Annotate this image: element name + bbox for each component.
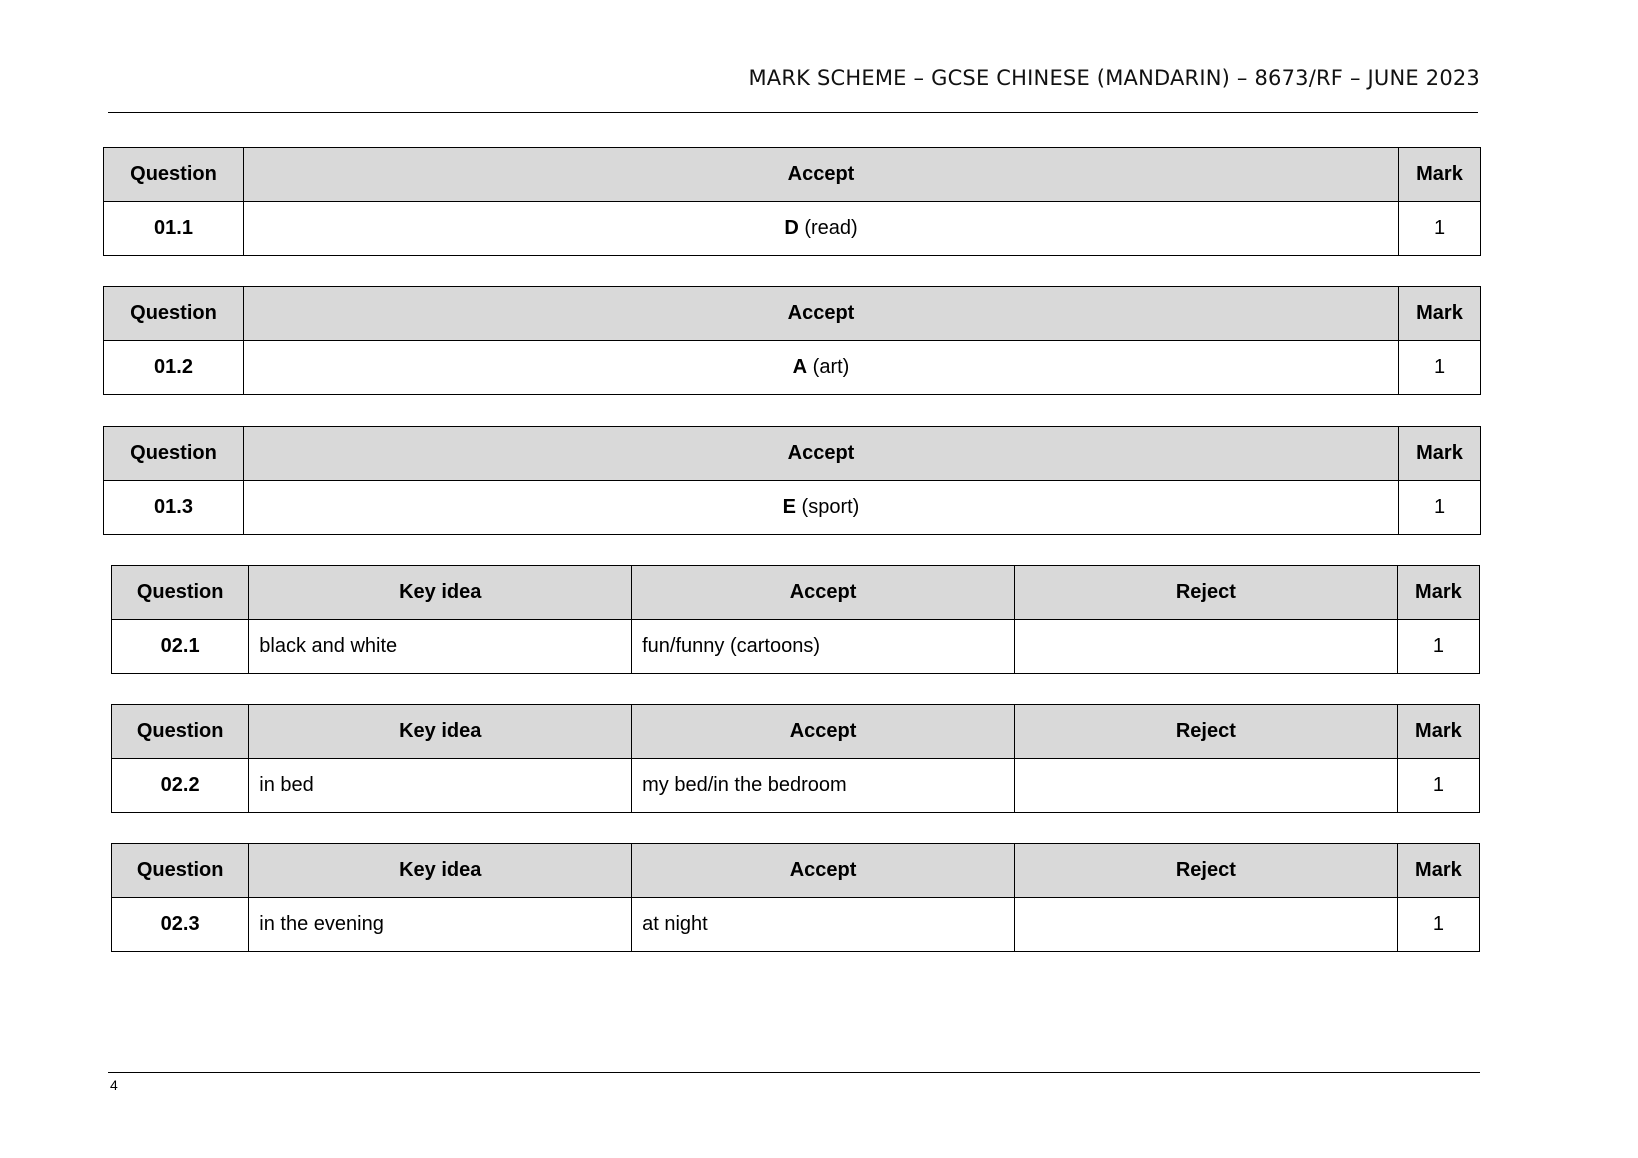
question-number: 02.3 [112,898,249,952]
table-header-row [112,844,1480,898]
table-header-row [112,705,1480,759]
accept-cell [244,481,1399,535]
accept-cell: at night [632,898,1015,952]
key-idea-cell: in the evening [249,898,632,952]
mark-table-02-3 [111,843,1480,952]
accept-header: Accept [244,427,1399,481]
table-header-row [104,148,1481,202]
key-idea-header: Key idea [249,705,632,759]
answer-letter: D [784,217,799,239]
accept-cell: fun/funny (cartoons) [632,620,1015,674]
mark-cell: 1 [1397,898,1479,952]
question-header: Question [112,844,249,898]
answer-text: (art) [807,356,850,378]
answer-text: (sport) [796,496,860,518]
mark-table-02-1 [111,565,1480,674]
question-number: 01.3 [104,481,244,535]
mark-header: Mark [1399,427,1481,481]
mark-cell: 1 [1399,481,1481,535]
mark-header: Mark [1399,148,1481,202]
mark-table-01-2 [103,286,1481,395]
table-row [112,759,1480,813]
page-header-title: MARK SCHEME – GCSE CHINESE (MANDARIN) – 8673/RF – JUNE 2023 [748,66,1480,90]
question-number: 01.1 [104,202,244,256]
answer-text: (read) [798,217,858,239]
mark-table-01-3 [103,426,1481,535]
accept-header: Accept [632,705,1015,759]
question-number: 02.2 [112,759,249,813]
table-row [112,898,1480,952]
question-number: 02.1 [112,620,249,674]
mark-header: Mark [1397,566,1479,620]
question-number: 01.2 [104,341,244,395]
table-row [104,202,1481,256]
mark-cell: 1 [1399,202,1481,256]
footer-divider [108,1072,1480,1073]
key-idea-header: Key idea [249,844,632,898]
mark-header: Mark [1397,844,1479,898]
reject-cell [1014,759,1397,813]
mark-cell: 1 [1397,620,1479,674]
table-row [104,341,1481,395]
header-divider [108,112,1478,113]
mark-cell: 1 [1397,759,1479,813]
reject-cell [1014,620,1397,674]
mark-header: Mark [1397,705,1479,759]
table-header-row [104,287,1481,341]
question-header: Question [112,566,249,620]
reject-cell [1014,898,1397,952]
answer-letter: E [782,496,796,518]
mark-table-01-1 [103,147,1481,256]
accept-cell [244,202,1399,256]
question-header: Question [104,427,244,481]
table-row [104,481,1481,535]
accept-header: Accept [244,287,1399,341]
question-header: Question [112,705,249,759]
mark-table-02-2 [111,704,1480,813]
table-header-row [104,427,1481,481]
reject-header: Reject [1014,844,1397,898]
reject-header: Reject [1014,705,1397,759]
reject-header: Reject [1014,566,1397,620]
table-row [112,620,1480,674]
accept-header: Accept [244,148,1399,202]
question-header: Question [104,148,244,202]
key-idea-header: Key idea [249,566,632,620]
accept-header: Accept [632,844,1015,898]
key-idea-cell: in bed [249,759,632,813]
answer-letter: A [792,356,808,378]
accept-cell [244,341,1399,395]
accept-header: Accept [632,566,1015,620]
mark-cell: 1 [1399,341,1481,395]
key-idea-cell: black and white [249,620,632,674]
question-header: Question [104,287,244,341]
page-number: 4 [110,1077,118,1093]
mark-header: Mark [1399,287,1481,341]
table-header-row [112,566,1480,620]
accept-cell: my bed/in the bedroom [632,759,1015,813]
